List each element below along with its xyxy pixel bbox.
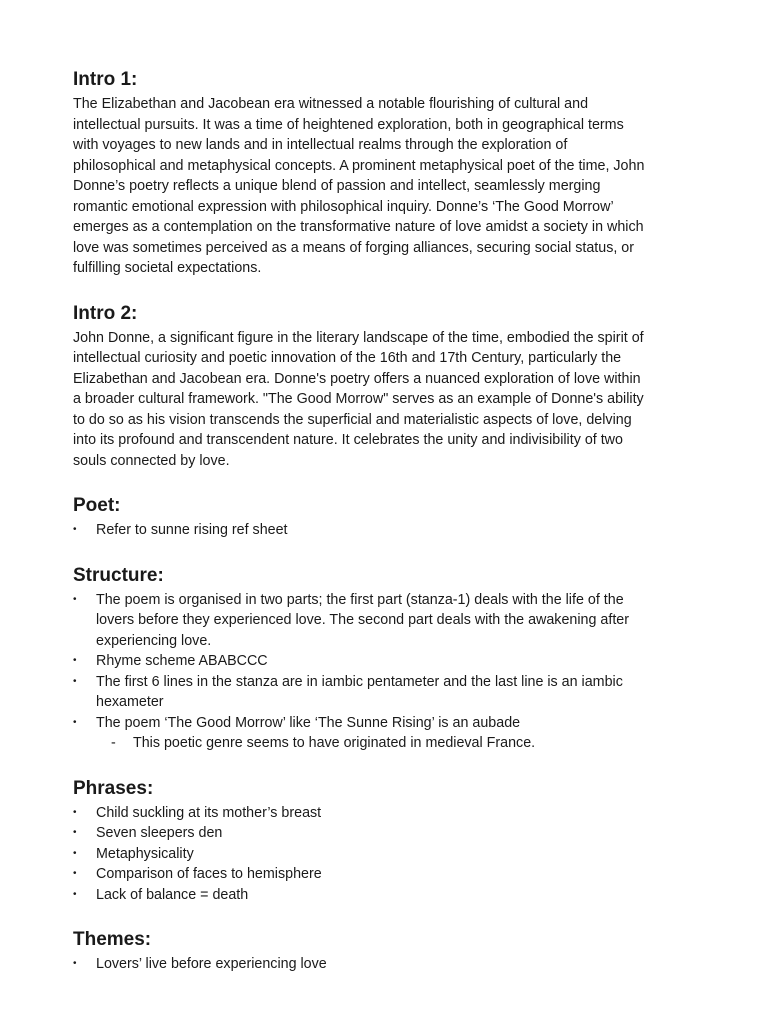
structure-list <box>73 590 708 754</box>
list-item <box>73 954 708 975</box>
structure-heading: Structure: <box>73 564 164 586</box>
paragraph-line: with voyages to new lands and in intellectual realms through the exploration of <box>73 137 568 153</box>
poet-heading: Poet: <box>73 495 121 516</box>
list-item <box>73 844 708 865</box>
list-item <box>73 520 708 541</box>
paragraph-line: to do so as his vision transcends the superficial and materialistic aspects of love, delving <box>73 411 632 428</box>
themes-list <box>73 954 708 975</box>
list-item-text: • The first 6 lines in the stanza are in iambic pentameter and the last line is an iambic <box>96 673 623 690</box>
list-item <box>73 803 708 824</box>
list-item-text: • Seven sleepers den <box>96 825 223 841</box>
intro-2-section <box>73 300 708 472</box>
intro-2-heading: Intro 2: <box>73 302 138 324</box>
list-item-text: • Comparison of faces to hemisphere <box>96 866 322 882</box>
themes-heading: Themes: <box>73 929 152 950</box>
list-item <box>73 713 708 754</box>
paragraph-line: intellectual curiosity and poetic innovation of the 16th and 17th Century, particularly the <box>73 350 622 366</box>
list-item-text: • Child suckling at its mother’s breast <box>96 804 322 821</box>
paragraph-line: John Donne, a significant figure in the literary landscape of the time, embodied the spirit of <box>73 329 644 346</box>
paragraph-line: souls connected by love. <box>73 452 230 469</box>
intro-1-paragraph <box>73 94 708 279</box>
paragraph-line: The Elizabethan and Jacobean era witnessed a notable flourishing of cultural and <box>73 96 589 112</box>
list-item <box>73 864 708 885</box>
list-item <box>73 651 708 672</box>
list-item <box>73 590 708 652</box>
paragraph-line: emerges as a contemplation on the transformative nature of love amidst a society in which <box>73 219 644 235</box>
phrases-list <box>73 803 708 906</box>
phrases-heading: Phrases: <box>73 777 154 799</box>
list-item <box>73 885 708 906</box>
list-item <box>73 672 708 713</box>
list-item-text: lovers before they experienced love. The second part deals with the awakening after <box>96 612 630 628</box>
themes-section <box>73 926 708 975</box>
paragraph-line: into its profound and transcendent nature. It celebrates the unity and indivisibility of two <box>73 432 623 448</box>
list-item-text: • Lack of balance = death <box>96 886 249 903</box>
poet-section <box>73 492 708 541</box>
paragraph-line: philosophical and metaphysical concepts. A prominent metaphysical poet of the time, John <box>73 157 645 174</box>
list-item-text: experiencing love. <box>96 632 212 649</box>
phrases-section <box>73 775 708 906</box>
list-item-text: hexameter <box>96 694 164 710</box>
paragraph-line: Donne’s poetry reflects a unique blend of passion and intellect, seamlessly merging <box>73 178 601 194</box>
list-item-text: • Refer to sunne rising ref sheet <box>96 522 288 538</box>
list-item-text: • Metaphysicality <box>96 845 194 862</box>
list-item-text: • The poem is organised in two parts; the first part (stanza-1) deals with the life of the <box>96 591 624 608</box>
list-item <box>73 823 708 844</box>
paragraph-line: Elizabethan and Jacobean era. Donne's poetry offers a nuanced exploration of love within <box>73 370 641 387</box>
list-item-text: • The poem ‘The Good Morrow’ like ‘The Sunne Rising’ is an aubade <box>96 714 521 731</box>
sub-list-item: - This poetic genre seems to have originated in medieval France. <box>96 733 708 754</box>
list-item-text: • Rhyme scheme ABABCCC <box>96 653 268 669</box>
structure-section <box>73 562 708 754</box>
paragraph-line: fulfilling societal expectations. <box>73 260 262 276</box>
paragraph-line: intellectual pursuits. It was a time of heightened exploration, both in geographical terms <box>73 116 624 133</box>
sub-list <box>96 733 708 754</box>
intro-1-section <box>73 66 708 279</box>
paragraph-line: love was sometimes perceived as a means of forging alliances, securing social status, or <box>73 239 635 256</box>
paragraph-line: a broader cultural framework. "The Good Morrow" serves as an example of Donne's ability <box>73 391 644 407</box>
poet-list <box>73 520 708 541</box>
intro-2-paragraph <box>73 328 708 472</box>
intro-1-heading: Intro 1: <box>73 69 138 90</box>
list-item-text: • Lovers’ live before experiencing love <box>96 956 327 972</box>
paragraph-line: romantic emotional expression with philosophical inquiry. Donne’s ‘The Good Morrow’ <box>73 198 614 215</box>
